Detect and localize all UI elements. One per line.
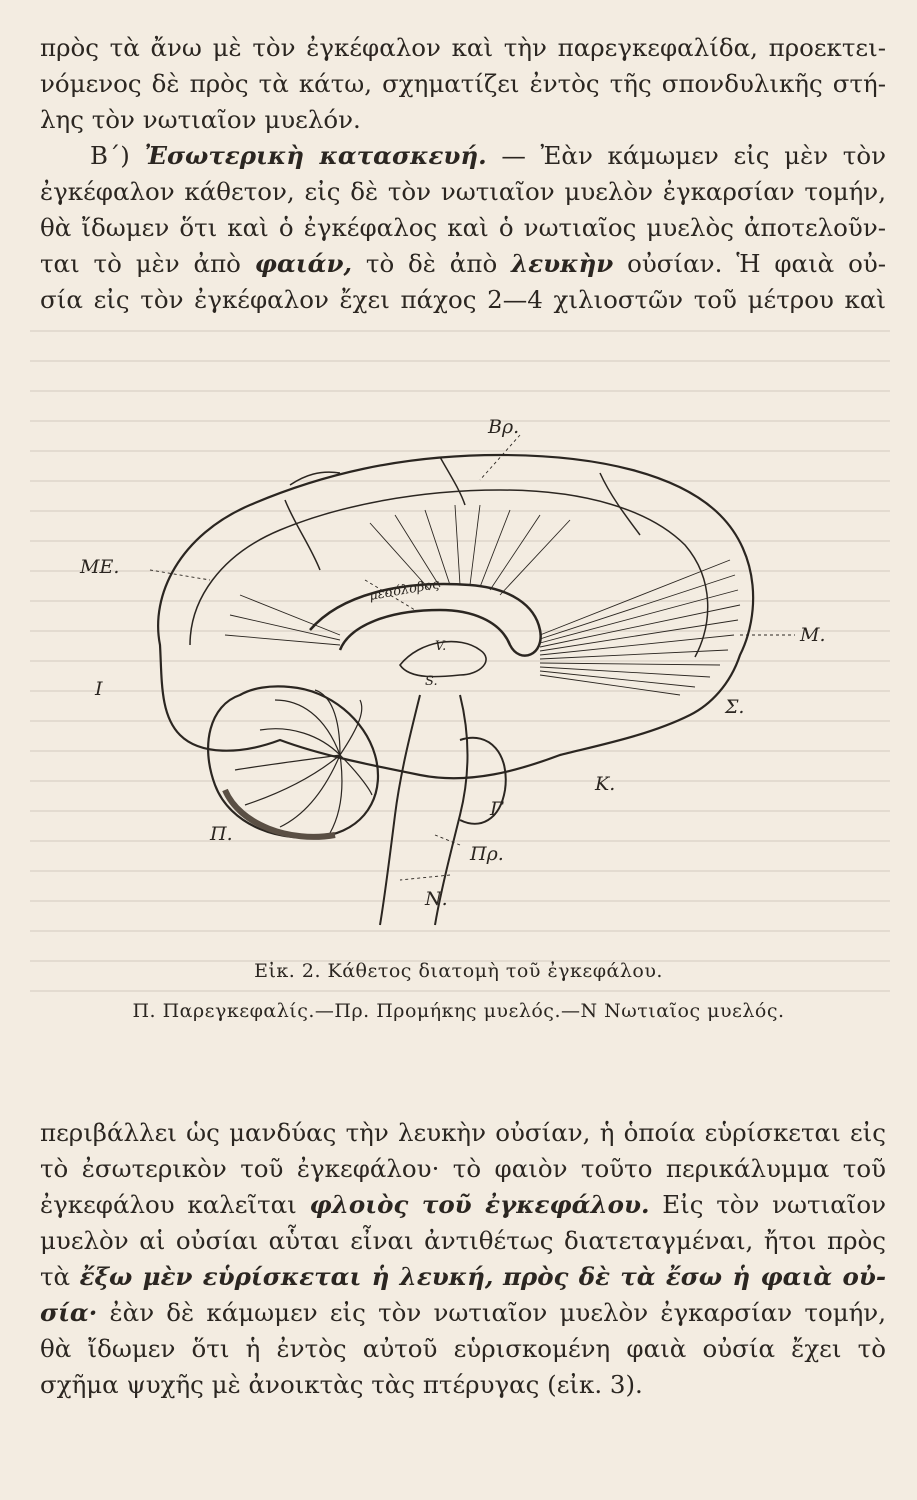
section-heading-line xyxy=(40,138,886,174)
section-heading: Ἐσωτερικὴ κατασκευή. xyxy=(144,141,487,170)
label-m: Μ. xyxy=(800,624,826,646)
text-span: τὸ δὲ ἀπὸ xyxy=(352,249,512,278)
corpus-callosum xyxy=(310,584,541,656)
section-heading-rest: — Ἐὰν κάμωμεν εἰς μὲν τὸν xyxy=(486,141,886,170)
text-line-bold-term xyxy=(40,1295,886,1331)
section-number: Β΄) xyxy=(90,141,145,170)
label-n: Ν. xyxy=(425,888,448,910)
term-white-matter: λευκὴν xyxy=(511,249,614,278)
label-me: ΜΕ. xyxy=(80,556,120,578)
brainstem xyxy=(380,695,420,925)
term-inner-grey: πρὸς δὲ τὰ ἔσω ἡ φαιὰ οὐ- xyxy=(502,1262,886,1291)
text-span: ται τὸ μὲν ἀπὸ xyxy=(40,249,255,278)
text-span xyxy=(493,1262,503,1291)
text-span: Εἰς τὸν νωτιαῖον xyxy=(649,1190,886,1219)
term-grey-matter: φαιάν, xyxy=(254,249,353,278)
text-line-bold-term xyxy=(40,1187,886,1223)
text-line-bold-terms xyxy=(40,1259,886,1295)
text-line: θὰ ἴδωμεν ὅτι ἡ ἐντὸς αὐτοῦ εὑρισκομένη φαιὰ οὐσία ἔχει τὸ xyxy=(40,1334,886,1363)
text-span: τὰ xyxy=(40,1262,80,1291)
text-line: μυελὸν αἱ οὐσίαι αὗται εἶναι ἀντιθέτως διατεταγμέναι, ἤτοι πρὸς xyxy=(40,1226,886,1255)
figure-caption: Εἰκ. 2. Κάθετος διατομὴ τοῦ ἐγκεφάλου. xyxy=(254,960,663,982)
figure-legend: Π. Παρεγκεφαλίς.—Πρ. Προμήκης μυελός.—Ν Νωτιαῖος μυελός. xyxy=(132,1000,785,1022)
gyrus-line xyxy=(290,472,340,485)
text-line: θὰ ἴδωμεν ὅτι καὶ ὁ ἐγκέφαλος καὶ ὁ νωτιαῖος μυελὸς ἀποτελοῦν- xyxy=(40,213,886,242)
label-sigma: Σ. xyxy=(725,696,745,718)
gyrus-line xyxy=(600,473,640,535)
term-cortex: φλοιὸς τοῦ ἐγκεφάλου. xyxy=(309,1190,650,1219)
text-line: σία εἰς τὸν ἐγκέφαλον ἔχει πάχος 2—4 χιλιοστῶν τοῦ μέτρου καὶ xyxy=(40,285,886,314)
cerebellum-shading xyxy=(225,790,335,837)
cerebrum-outline xyxy=(158,455,753,778)
text-line: λης τὸν νωτιαῖον μυελόν. xyxy=(40,105,361,134)
text-span: ἐγκεφάλου καλεῖται xyxy=(40,1190,310,1219)
label-br: Βρ. xyxy=(488,416,520,438)
term-ousia: σία· xyxy=(40,1298,98,1327)
cortex-line xyxy=(190,490,708,657)
text-line: ἐγκέφαλον κάθετον, εἰς δὲ τὸν νωτιαῖον μυελὸν ἐγκαρσίαν τομήν, xyxy=(40,177,886,206)
label-v: V. xyxy=(435,639,447,654)
gyrus-line xyxy=(285,500,320,570)
top-paragraphs xyxy=(40,30,886,318)
text-line: περιβάλλει ὡς μανδύας τὴν λευκὴν οὐσίαν, ἡ ὁποία εὑρίσκεται εἰς xyxy=(40,1118,886,1147)
label-s: S. xyxy=(425,674,438,689)
text-line: νόμενος δὲ πρὸς τὰ κάτω, σχηματίζει ἐντὸς τῆς σπονδυλικῆς στή- xyxy=(40,69,886,98)
text-span: ἐὰν δὲ κάμωμεν εἰς τὸν νωτιαῖον μυελὸν ἐγκαρσίαν τομήν, xyxy=(97,1298,886,1327)
label-pr: Πρ. xyxy=(470,843,504,865)
label-pi: Π. xyxy=(210,823,233,845)
label-i: Ι xyxy=(95,678,103,700)
text-line-bold-terms xyxy=(40,246,886,282)
brain-section-figure xyxy=(40,395,880,955)
label-k: Κ. xyxy=(595,773,616,795)
bottom-paragraph xyxy=(40,1115,886,1403)
text-line: σχῆμα ψυχῆς μὲ ἀνοικτὰς τὰς πτέρυγας (εἰκ. 3). xyxy=(40,1370,643,1399)
gyrus-line xyxy=(440,457,465,505)
text-line: πρὸς τὰ ἄνω μὲ τὸν ἐγκέφαλον καὶ τὴν παρεγκεφαλίδα, προεκτει- xyxy=(40,33,886,62)
text-line: τὸ ἐσωτερικὸν τοῦ ἐγκεφάλου· τὸ φαιὸν τοῦτο περικάλυμμα τοῦ xyxy=(40,1154,886,1183)
text-span: οὐσίαν. Ἡ φαιὰ οὐ- xyxy=(613,249,886,278)
term-outer-white: ἔξω μὲν εὑρίσκεται ἡ λευκή, xyxy=(79,1262,494,1291)
label-gamma: Γ xyxy=(490,798,504,820)
label-mesolobos: μεσόλοβος xyxy=(368,576,441,604)
brain-diagram xyxy=(40,395,880,955)
